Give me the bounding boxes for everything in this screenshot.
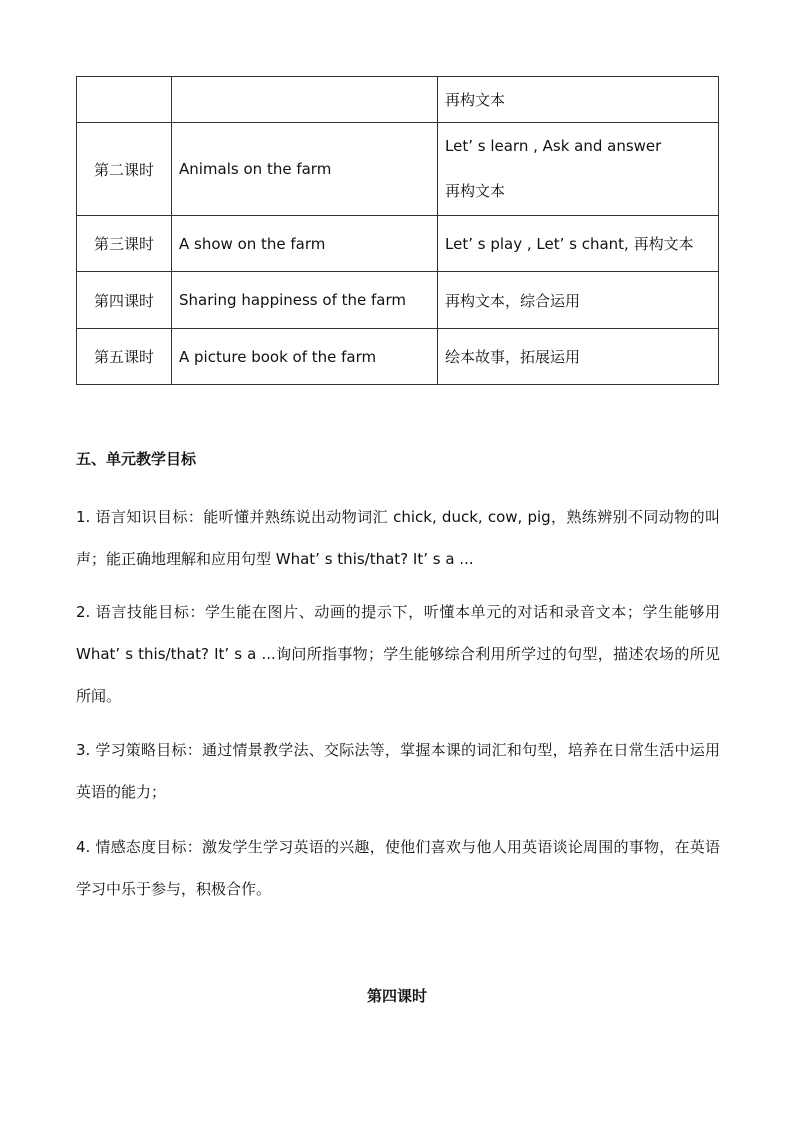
content-cell: 绘本故事，拓展运用 (438, 329, 719, 385)
content-cell: 再构文本 (438, 77, 719, 123)
period-cell: 第五课时 (77, 329, 172, 385)
goal-paragraph: 3. 学习策略目标：通过情景教学法、交际法等，掌握本课的词汇和句型，培养在日常生活中运用英语的能力； (76, 741, 720, 801)
lesson-title: 第四课时 (366, 987, 427, 1005)
table-row (77, 77, 719, 123)
goal-paragraph: 2. 语言技能目标：学生能在图片、动画的提示下，听懂本单元的对话和录音文本；学生能够用 What’ s this/that? It’ s a ...询问所指事物；学生能够综合利用所学过的句型，描述农场的所见所闻。 (76, 603, 720, 705)
title-cell: A show on the farm (172, 216, 438, 272)
table-row (77, 329, 719, 385)
content-cell: Let’ s play , Let’ s chant, 再构文本 (438, 216, 719, 272)
period-cell (77, 77, 172, 123)
table-row (77, 272, 719, 329)
table-row (77, 216, 719, 272)
goal-paragraph: 1. 语言知识目标：能听懂并熟练说出动物词汇 chick, duck, cow, pig，熟练辨别不同动物的叫声；能正确地理解和应用句型 What’ s this/that? It’ s a ... (76, 508, 720, 568)
title-cell: Animals on the farm (172, 123, 438, 216)
content-cell (438, 123, 719, 216)
period-cell: 第三课时 (77, 216, 172, 272)
period-cell: 第二课时 (77, 123, 172, 216)
title-cell: Sharing happiness of the farm (172, 272, 438, 329)
content-line: Let’ s learn , Ask and answer (445, 137, 662, 155)
content-cell: 再构文本，综合运用 (438, 272, 719, 329)
lesson-table (76, 76, 719, 385)
goal-paragraph: 4. 情感态度目标：激发学生学习英语的兴趣，使他们喜欢与他人用英语谈论周围的事物，在英语学习中乐于参与，积极合作。 (76, 838, 720, 898)
content-line: 再构文本 (445, 182, 506, 200)
section-heading: 五、单元教学目标 (76, 450, 197, 468)
period-cell: 第四课时 (77, 272, 172, 329)
title-cell (172, 77, 438, 123)
table-row (77, 123, 719, 216)
title-cell: A picture book of the farm (172, 329, 438, 385)
